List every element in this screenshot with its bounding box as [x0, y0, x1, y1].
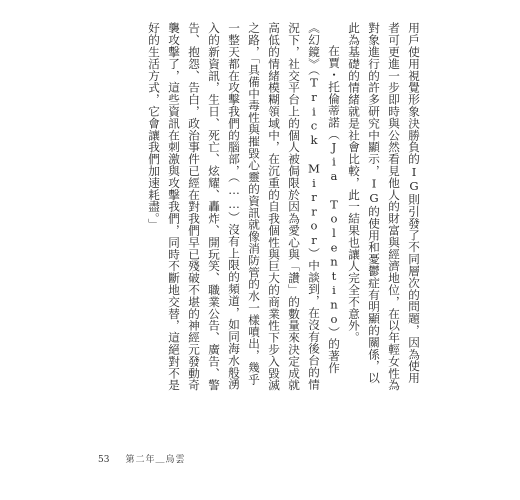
page-number: 53	[98, 455, 110, 465]
paragraph-1: 用戶使用視覺形象決勝負的IG則引發了不同層次的問題，因為使用者可更進一步即時與公然看見他人的財富與經濟地位，在以年輕女性為對象進行的許多研究中顯示，IG的使用和憂鬱症有明顯的關係，以此為基礎的情緒就是社會比較，此一結果也讓人完全不意外。	[347, 22, 421, 391]
page-footer	[98, 452, 185, 465]
body-text	[144, 22, 424, 394]
paragraph-2: 在賈・托倫蒂諾（Jia Tolentino）的著作《幻鏡》（Trick Mirror）中談到，在沒有後台的情況下，社交平台上的個人被侷限於因為愛心與「讚」的數量來決定成就高低的情緒模糊領域中，在沉重的自我個性與巨大的商業性下步入毀滅之路，「具備中毒性與摧毀心靈的資訊就像消防管的水一樣噴出，幾乎一整天都在攻擊我們的腦部，（……）沒有上限的頻道，如同海水般湧入的新資訊，生日、死亡、炫耀、轟炸、開玩笑、職業公告、廣告、警告、抱怨、告白，政治事件已經在對我們早已殘破不堪的神經元發動奇襲攻擊了，這些資訊在刺激與攻擊我們，同時不斷地交替，這絕對不是好的生活方式，它會讓我們加速耗盡。」	[147, 22, 341, 391]
chapter-title: 第二年＿烏雲	[125, 455, 186, 465]
